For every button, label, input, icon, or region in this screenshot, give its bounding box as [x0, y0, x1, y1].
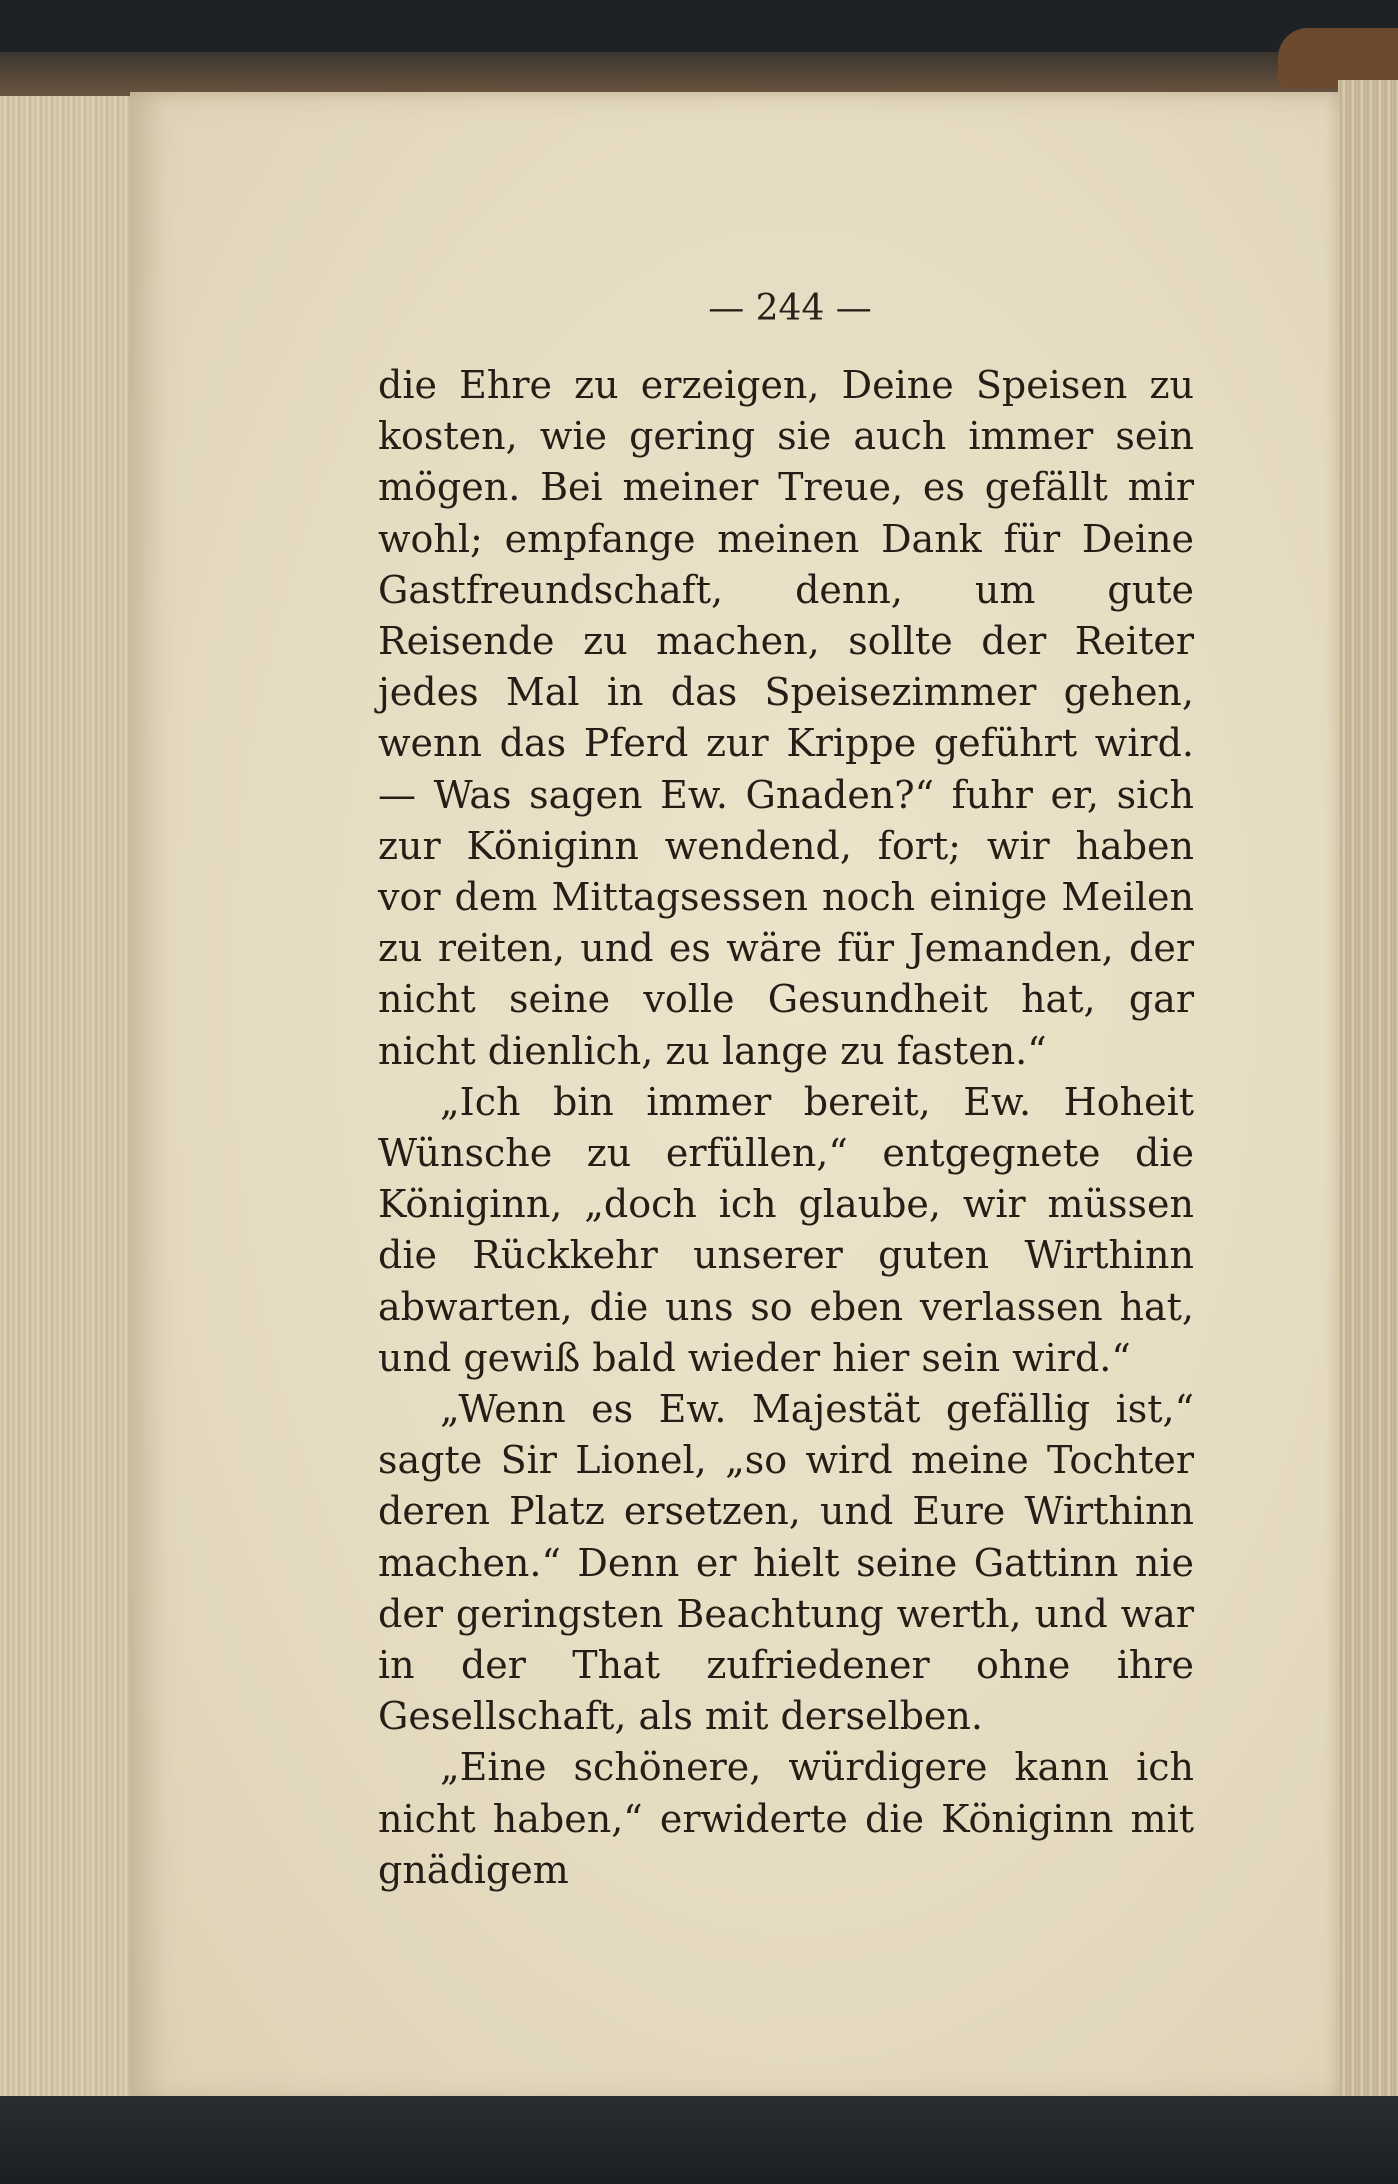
page-body-text [378, 360, 1194, 1896]
page-edges-left [0, 96, 140, 2106]
page-edges-right [1338, 80, 1398, 2110]
book-cover-corner [1278, 28, 1398, 88]
paragraph-sir-lionel: „Wenn es Ew. Majestät gefällig ist,“ sagte Sir Lionel, „so wird meine Tochter deren Platz ersetzen, und Eure Wirthinn machen.“ Denn er hielt seine Gattinn nie der geringsten Beachtung werth, und war in der That zufriedener ohne ihre Gesellschaft, als mit derselben. [378, 1387, 1194, 1739]
page-number-header: — 244 — [708, 288, 872, 329]
paragraph-queen-response: „Eine schönere, würdigere kann ich nicht haben,“ erwiderte die Königinn mit gnädigem [378, 1745, 1194, 1892]
book-cover-bottom [0, 2096, 1398, 2184]
paragraph-queen-reply: „Ich bin immer bereit, Ew. Hoheit Wünsche zu erfüllen,“ entgegnete die Königinn, „doch ich glaube, wir müssen die Rückkehr unserer guten Wirthinn abwarten, die uns so eben verlassen hat, und gewiß bald wieder hier sein wird.“ [378, 1079, 1194, 1380]
paragraph-continuation: die Ehre zu erzeigen, Deine Speisen zu kosten, wie gering sie auch immer sein mögen. Bei meiner Treue, es gefällt mir wohl; empfange meinen Dank für Deine Gastfreundschaft, denn, um gute Reisende zu machen, sollte der Reiter jedes Mal in das Speisezimmer gehen, wenn das Pferd zur Krippe geführt wird. — Was sagen Ew. Gnaden?“ fuhr er, sich zur Königinn wendend, fort; wir haben vor dem Mittagsessen noch einige Meilen zu reiten, und es wäre für Jemanden, der nicht seine volle Gesundheit hat, gar nicht dienlich, zu lange zu fasten.“ [378, 363, 1194, 1073]
